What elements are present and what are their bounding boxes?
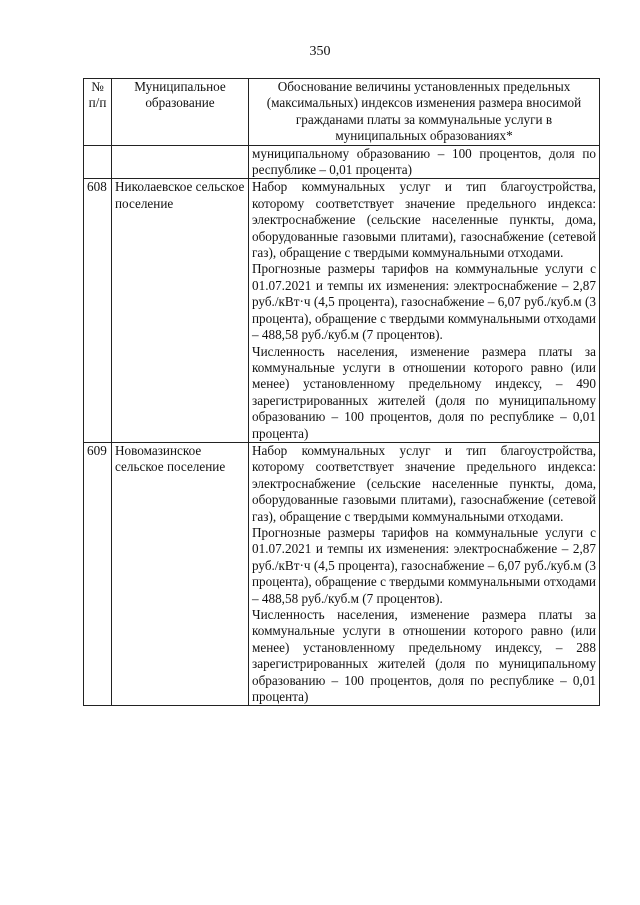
continuation-text [249,145,600,179]
tariff-table [83,78,600,706]
basis-services-paragraph: Набор коммунальных услуг и тип благоустройства, которому соответствует значение предельного индекса: электроснабжение (сельские населенные пункты, дома, оборудованные газовыми плитами), газоснабжение (сетевой газ), обращение с твердыми коммунальными отходами. [252,442,596,524]
row-num: 608 [84,179,112,443]
row-municipality: Николаевское сельское поселение [112,179,249,443]
header-num: № п/п [84,79,112,146]
row-num: 609 [84,442,112,706]
basis-population-paragraph: Численность населения, изменение размера платы за коммунальные услуги в отношении которого равно (или менее) установленному предельному индексу, – 288 зарегистрированных жителей (доля по муниципальному образованию – 100 процентов, доля по республике – 0,01 процента) [252,607,596,705]
table-row [84,179,600,443]
continuation-row [84,145,600,179]
row-basis [249,179,600,443]
basis-population-paragraph: Численность населения, изменение размера платы за коммунальные услуги в отношении которого равно (или менее) установленному предельному индексу, – 490 зарегистрированных жителей (доля по муниципальному образованию – 100 процентов, доля по республике – 0,01 процента) [252,343,596,441]
row-municipality: Новомазинское сельское поселение [112,442,249,706]
header-basis: Обоснование величины установленных предельных (максимальных) индексов изменения размера вносимой гражданами платы за коммунальные услуги в муниципальных образованиях* [249,79,600,146]
table-row [84,442,600,706]
continuation-municipality [112,145,249,179]
basis-tariffs-paragraph: Прогнозные размеры тарифов на коммунальные услуги с 01.07.2021 и темпы их изменения: электроснабжение – 2,87 руб./кВт·ч (4,5 процента), газоснабжение – 6,07 руб./куб.м (3 процента), обращение с твердыми коммунальными отходами – 488,58 руб./куб.м (7 процентов). [252,524,596,606]
header-municipality: Муниципальное образование [112,79,249,146]
continuation-num [84,145,112,179]
basis-tariffs-paragraph: Прогнозные размеры тарифов на коммунальные услуги с 01.07.2021 и темпы их изменения: электроснабжение – 2,87 руб./кВт·ч (4,5 процента), газоснабжение – 6,07 руб./куб.м (3 процента), обращение с твердыми коммунальными отходами – 488,58 руб./куб.м (7 процентов). [252,261,596,343]
page-number: 350 [309,44,331,59]
row-basis [249,442,600,706]
table-header-row [84,79,600,146]
basis-services-paragraph: Набор коммунальных услуг и тип благоустройства, которому соответствует значение предельного индекса: электроснабжение (сельские населенные пункты, дома, оборудованные газовыми плитами), газоснабжение (сетевой газ), обращение с твердыми коммунальными отходами. [252,179,596,261]
continuation-paragraph: муниципальному образованию – 100 процентов, доля по республике – 0,01 процента) [252,145,596,178]
